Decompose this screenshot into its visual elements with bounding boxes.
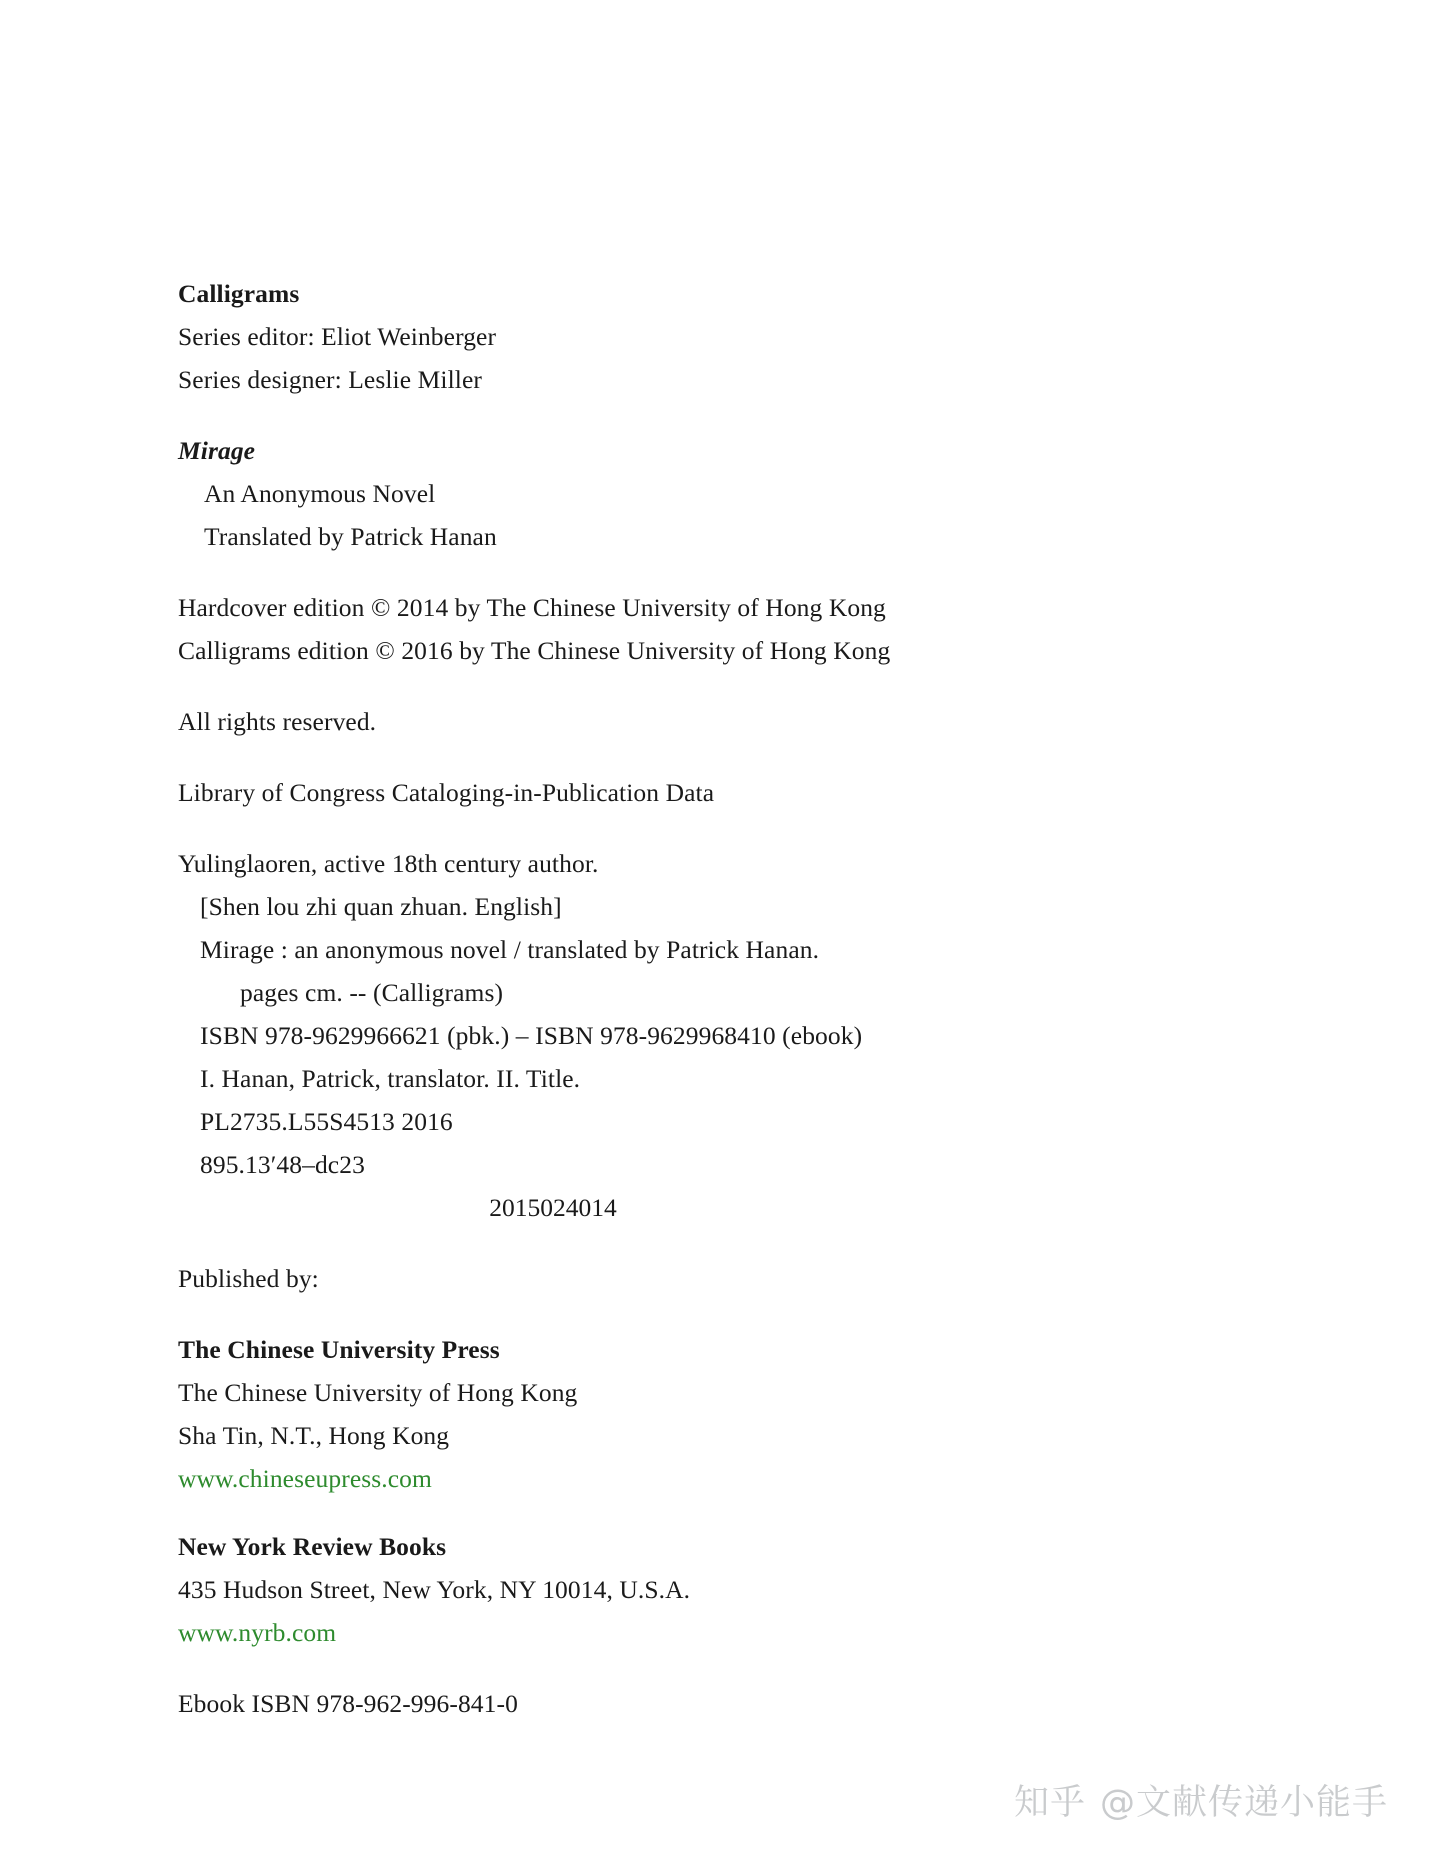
published-by-label: Published by: bbox=[178, 1264, 319, 1293]
book-subtitle: An Anonymous Novel bbox=[204, 479, 436, 508]
spacer bbox=[178, 743, 1058, 771]
cip-block bbox=[178, 842, 1058, 1229]
book-translator: Translated by Patrick Hanan bbox=[204, 522, 497, 551]
spacer bbox=[178, 672, 1058, 700]
cip-uniform-title: [Shen lou zhi quan zhuan. English] bbox=[200, 892, 562, 921]
copyright-hardcover: Hardcover edition © 2014 by The Chinese University of Hong Kong bbox=[178, 593, 886, 622]
copyright-block bbox=[178, 586, 1058, 672]
cip-isbn: ISBN 978-9629966621 (pbk.) – ISBN 978-9629968410 (ebook) bbox=[200, 1021, 863, 1050]
spacer bbox=[178, 814, 1058, 842]
cip-pagination: pages cm. -- (Calligrams) bbox=[240, 978, 504, 1007]
publisher-name: The Chinese University Press bbox=[178, 1335, 500, 1364]
spacer bbox=[178, 1229, 1058, 1257]
watermark bbox=[1014, 1775, 1388, 1825]
spacer bbox=[178, 401, 1058, 429]
series-name: Calligrams bbox=[178, 279, 300, 308]
cip-dewey-number: 895.13′48–dc23 bbox=[200, 1150, 365, 1179]
series-designer: Series designer: Leslie Miller bbox=[178, 365, 482, 394]
spacer bbox=[178, 1654, 1058, 1682]
series-editor: Series editor: Eliot Weinberger bbox=[178, 322, 497, 351]
publisher-name: New York Review Books bbox=[178, 1532, 447, 1561]
spacer bbox=[178, 558, 1058, 586]
publisher-address-line-1: The Chinese University of Hong Kong bbox=[178, 1378, 578, 1407]
watermark-brand: 知乎 bbox=[1013, 1783, 1086, 1823]
cip-lccn: 2015024014 bbox=[489, 1193, 617, 1222]
cip-call-number: PL2735.L55S4513 2016 bbox=[200, 1107, 453, 1136]
book-title: Mirage bbox=[178, 436, 256, 465]
publisher-website-link[interactable]: www.nyrb.com bbox=[178, 1618, 337, 1647]
watermark-username: @文献传递小能手 bbox=[1099, 1783, 1388, 1823]
all-rights-reserved: All rights reserved. bbox=[178, 707, 377, 736]
publisher-block-new-york-review-books bbox=[178, 1525, 1058, 1654]
title-block bbox=[178, 429, 1058, 558]
publisher-address-line-2: Sha Tin, N.T., Hong Kong bbox=[178, 1421, 450, 1450]
publisher-block-chinese-university-press bbox=[178, 1328, 1058, 1500]
cip-added-entries: I. Hanan, Patrick, translator. II. Title. bbox=[200, 1064, 581, 1093]
cip-author: Yulinglaoren, active 18th century author. bbox=[178, 849, 599, 878]
copyright-calligrams: Calligrams edition © 2016 by The Chinese University of Hong Kong bbox=[178, 636, 891, 665]
copyright-content bbox=[178, 272, 1058, 1725]
spacer bbox=[178, 1300, 1058, 1328]
spacer bbox=[178, 1500, 1058, 1525]
publisher-website-link[interactable]: www.chineseupress.com bbox=[178, 1464, 432, 1493]
cip-heading: Library of Congress Cataloging-in-Publication Data bbox=[178, 778, 715, 807]
series-block bbox=[178, 272, 1058, 401]
publisher-address-line-1: 435 Hudson Street, New York, NY 10014, U.S.A. bbox=[178, 1575, 691, 1604]
ebook-isbn: Ebook ISBN 978-962-996-841-0 bbox=[178, 1689, 518, 1718]
cip-statement-of-responsibility: Mirage : an anonymous novel / translated by Patrick Hanan. bbox=[200, 935, 820, 964]
